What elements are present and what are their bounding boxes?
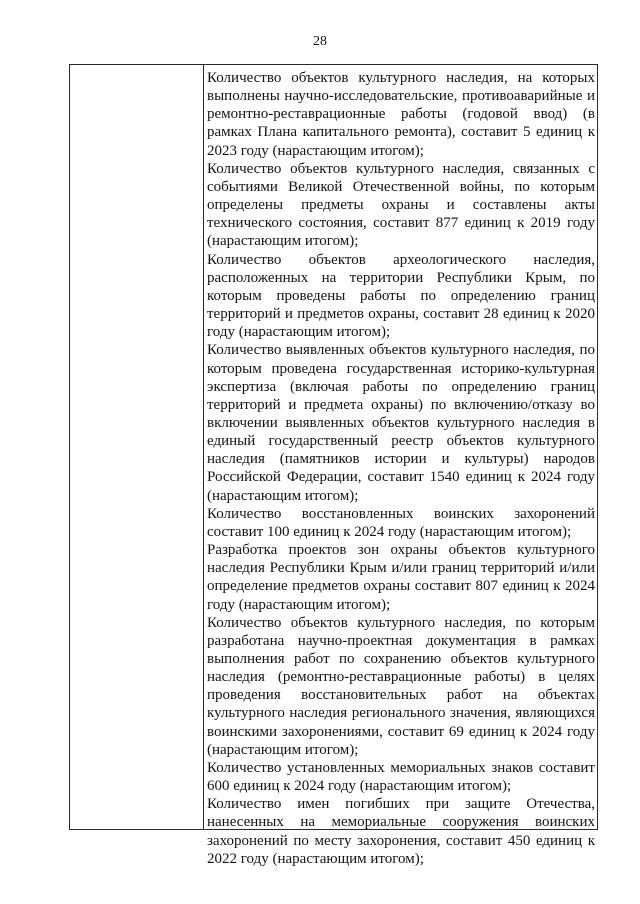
document-table: [69, 64, 598, 867]
indicator-item: Количество установленных мемориальных знаков составит 600 единиц к 2024 году (нарастающим итогом);: [207, 759, 595, 795]
indicators-cell: [207, 69, 595, 868]
indicator-item: Количество выявленных объектов культурного наследия, по которым проведена государственная историко-культурная экспертиза (включая работы по определению границ территорий и предмета охраны) по включению/отказу во включении выявленных объектов культурного наследия в единый государственный реестр объектов культурного наследия (памятников истории и культуры) народов Российской Федерации, составит 1540 единиц к 2024 году (нарастающим итогом);: [207, 342, 595, 504]
indicator-item: Количество объектов культурного наследия, связанных с событиями Великой Отечественной войны, по которым определены предметы охраны и составлены акты технического состояния, составит 877 единиц к 2019 году (нарастающим итогом);: [207, 160, 595, 250]
indicator-item: Количество объектов культурного наследия, по которым разработана научно-проектная документация в рамках выполнения работ по сохранению объектов культурного наследия (ремонтно-реставрационные работы) в целях проведения восстановительных работ на объектах культурного наследия регионального значения, являющихся воинскими захоронениями, составит 69 единиц к 2024 году (нарастающим итогом);: [207, 614, 595, 758]
indicator-item: Количество объектов археологического наследия, расположенных на территории Республики Крым, по которым проведены работы по определению границ территорий и предметов охраны, составит 28 единиц к 2020 году (нарастающим итогом);: [207, 251, 595, 341]
indicator-item: Количество имен погибших при защите Отечества, нанесенных на мемориальные сооружения воинских захоронений по месту захоронения, составит 450 единиц к 2022 году (нарастающим итогом);: [207, 796, 595, 867]
page-number: 28: [313, 34, 327, 49]
indicator-item: Количество восстановленных воинских захоронений составит 100 единиц к 2024 году (нарастающим итогом);: [207, 505, 595, 540]
empty-left-cell: [70, 65, 203, 829]
indicator-item: Количество объектов культурного наследия, на которых выполнены научно-исследовательские, противоаварийные и ремонтно-реставрационные работы (годовой ввод) (в рамках Плана капитального ремонта), составит 5 единиц к 2023 году (нарастающим итогом);: [207, 70, 595, 159]
column-divider: [203, 65, 204, 829]
indicator-item: Разработка проектов зон охраны объектов культурного наследия Республики Крым и/или границ территорий и/или определение предметов охраны составит 807 единиц к 2024 году (нарастающим итогом);: [207, 542, 595, 613]
